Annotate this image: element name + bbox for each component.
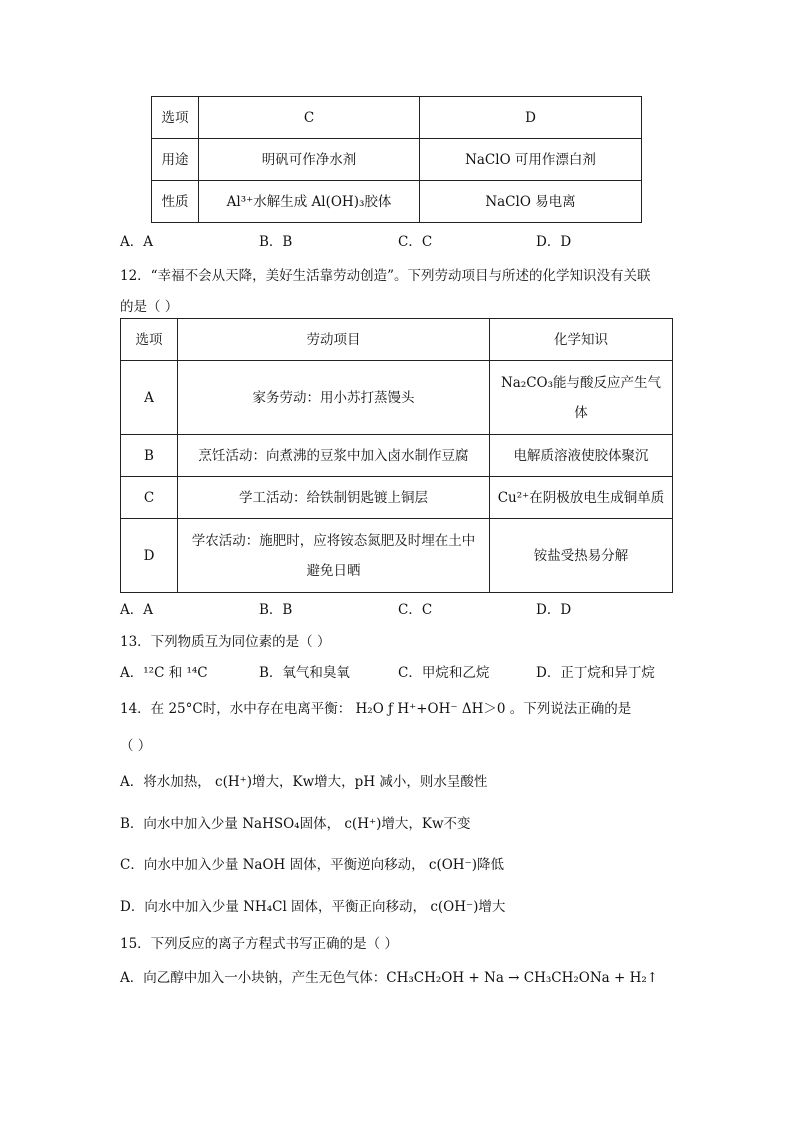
q14-option-c: C．向水中加入少量 NaOH 固体，平衡逆向移动， c(OH⁻)降低 xyxy=(120,857,504,873)
table-cell: C xyxy=(121,477,178,519)
table-header-cell: 选项 xyxy=(152,97,199,139)
table-cell: NaClO 可用作漂白剂 xyxy=(420,139,642,181)
table-cell: 性质 xyxy=(152,181,199,223)
table-cell: Na₂CO₃能与酸反应产生气体 xyxy=(490,361,673,435)
q11-options xyxy=(120,230,571,250)
table-header-cell: D xyxy=(420,97,642,139)
q12-stem-line2: 的是（ ） xyxy=(120,299,179,315)
table-header-cell: C xyxy=(199,97,420,139)
table-cell: 学工活动：给铁制钥匙镀上铜层 xyxy=(178,477,490,519)
q12-table xyxy=(120,318,673,593)
table-cell: 用途 xyxy=(152,139,199,181)
table-cell: NaClO 易电离 xyxy=(420,181,642,223)
q14-stem-line2: （ ） xyxy=(120,738,152,754)
option-d: D．D xyxy=(536,234,572,250)
q13-options xyxy=(120,661,655,681)
option-c: C．C xyxy=(398,602,433,618)
option-c: C．C xyxy=(398,234,433,250)
q14-option-a: A．将水加热， c(H⁺)增大，Kw增大，pH 减小，则水呈酸性 xyxy=(120,774,488,790)
q15-option-a: A．向乙醇中加入一小块钠，产生无色气体：CH₃CH₂OH + Na → CH₃CH₂ONa + H₂↑ xyxy=(120,970,659,986)
table-cell: D xyxy=(121,519,178,593)
table-cell: 明矾可作净水剂 xyxy=(199,139,420,181)
q11-table xyxy=(151,96,642,223)
option-b: B．B xyxy=(259,602,293,618)
table-cell: B xyxy=(121,435,178,477)
option-a: A．¹²C 和 ¹⁴C xyxy=(120,665,208,681)
table-header-cell: 化学知识 xyxy=(490,319,673,361)
table-cell: 铵盐受热易分解 xyxy=(490,519,673,593)
option-d: D．正丁烷和异丁烷 xyxy=(536,665,655,681)
q12-options xyxy=(120,598,571,618)
table-cell: 家务劳动：用小苏打蒸馒头 xyxy=(178,361,490,435)
q13-stem: 13．下列物质互为同位素的是（ ） xyxy=(120,634,331,650)
table-cell: A xyxy=(121,361,178,435)
option-d: D．D xyxy=(536,602,572,618)
option-b: B．氧气和臭氧 xyxy=(259,665,350,681)
q14-option-b: B．向水中加入少量 NaHSO₄固体， c(H⁺)增大，Kw不变 xyxy=(120,816,471,832)
table-cell: 电解质溶液使胶体聚沉 xyxy=(490,435,673,477)
table-cell: 烹饪活动：向煮沸的豆浆中加入卤水制作豆腐 xyxy=(178,435,490,477)
q14-stem-line1: 14．在 25°C时，水中存在电离平衡： H₂O ƒ H⁺+OH⁻ ΔH＞0 。下列说法正确的是 xyxy=(120,701,632,717)
q15-stem: 15．下列反应的离子方程式书写正确的是（ ） xyxy=(120,936,398,952)
option-b: B．B xyxy=(259,234,293,250)
option-a: A．A xyxy=(120,602,153,618)
table-header-cell: 劳动项目 xyxy=(178,319,490,361)
q14-option-d: D．向水中加入少量 NH₄Cl 固体，平衡正向移动， c(OH⁻)增大 xyxy=(120,899,506,915)
table-cell: Al³⁺水解生成 Al(OH)₃胶体 xyxy=(199,181,420,223)
option-a: A．A xyxy=(120,234,153,250)
table-cell: Cu²⁺在阴极放电生成铜单质 xyxy=(490,477,673,519)
table-header-cell: 选项 xyxy=(121,319,178,361)
option-c: C．甲烷和乙烷 xyxy=(398,665,490,681)
table-cell: 学农活动：施肥时，应将铵态氮肥及时埋在土中避免日晒 xyxy=(178,519,490,593)
q12-stem-line1: 12．“幸福不会从天降，美好生活靠劳动创造”。下列劳动项目与所述的化学知识没有关联 xyxy=(120,268,651,284)
